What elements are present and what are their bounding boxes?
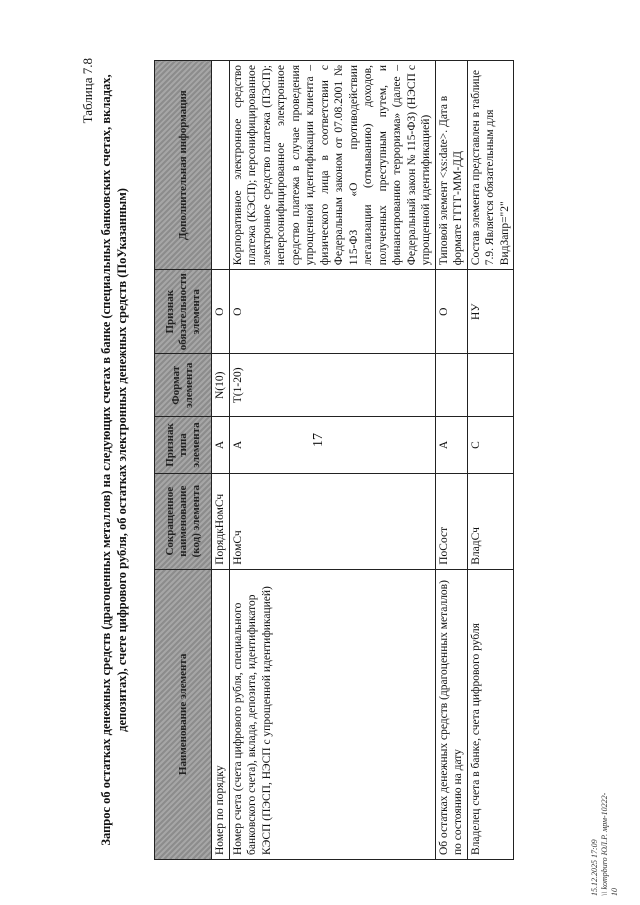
cell-extra: Корпоративное электронное средство платежа (КЭСП); персонифицированное электронное средство платежа (ПЭСП); неперсонифицированное электронное средство платежа в случае проведения упрощенной идентификации клиента – физического лица в соответствии с Федеральным законом от 07.08.2001 № 115-ФЗ «О противодействии легализации (отмыванию) доходов, полученных преступным путем, и финансированию терроризма» (далее – Федеральный закон № 115-ФЗ) (НЭСП с упрощенной идентификацией)	[229, 61, 435, 270]
rotated-table-page	[80, 50, 560, 870]
table-row	[229, 61, 435, 860]
table-number: Таблица 7.8	[80, 58, 95, 124]
table-row	[467, 61, 514, 860]
cell-code: ПорядкНомСч	[212, 473, 230, 569]
header-type: Признак типа элемента	[155, 417, 212, 473]
cell-required: О	[212, 270, 230, 354]
cell-code: НомСч	[229, 473, 435, 569]
cell-required: НУ	[467, 270, 514, 354]
table-row	[212, 61, 230, 860]
cell-extra: Типовой элемент <xs:date>. Дата в формате ГГГГ-ММ-ДД	[435, 61, 467, 270]
cell-code: ВладСч	[467, 473, 514, 569]
cell-type: А	[212, 417, 230, 473]
header-format: Формат элемента	[155, 354, 212, 417]
header-code: Сокращенное наименование (код) элемента	[155, 473, 212, 569]
cell-type: С	[467, 417, 514, 473]
cell-code: ПоСост	[435, 473, 467, 569]
cell-required: О	[229, 270, 435, 354]
cell-format: T(1-20)	[229, 354, 435, 417]
cell-type: А	[435, 417, 467, 473]
header-required: Признак обязательности элемента	[155, 270, 212, 354]
table-header-row	[155, 61, 212, 860]
cell-name: Номер счета (счета цифрового рубля, специального банковского счета), вклада, депозита, идентификатор КЭСП (ПЭСП, НЭСП с упрощенной идентификацией)	[229, 569, 435, 859]
header-name: Наименование элемента	[155, 569, 212, 859]
elements-table	[154, 60, 514, 860]
cell-extra	[212, 61, 230, 270]
table-caption: Запрос об остатках денежных средств (драгоценных металлов) на следующих счетах в банке (специальных банковских счетах, вкладах, депозитах), счете цифрового рубля, об остатках электронных денежных средств (ПоУказанным)	[99, 74, 129, 846]
cell-extra: Состав элемента представлен в таблице 7.9. Является обязательным для ВидЗапр="2"	[467, 61, 514, 270]
cell-name: Владелец счета в банке, счета цифрового рубля	[467, 569, 514, 859]
print-footer	[590, 786, 620, 896]
cell-name: Номер по порядку	[212, 569, 230, 859]
page-number: 17	[311, 433, 326, 447]
cell-required: О	[435, 270, 467, 354]
header-extra: Дополнительная информация	[155, 61, 212, 270]
cell-format	[435, 354, 467, 417]
cell-type: А	[229, 417, 435, 473]
cell-format	[467, 354, 514, 417]
cell-format: N(10)	[212, 354, 230, 417]
cell-name: Об остатках денежных средств (драгоценных металлов) по состоянию на дату	[435, 569, 467, 859]
footer-path: \\ kompburo ЮЛ.Р. мрм-10222-10	[600, 792, 619, 896]
footer-timestamp: 15.12.2025 17:09	[590, 839, 599, 896]
table-row	[435, 61, 467, 860]
